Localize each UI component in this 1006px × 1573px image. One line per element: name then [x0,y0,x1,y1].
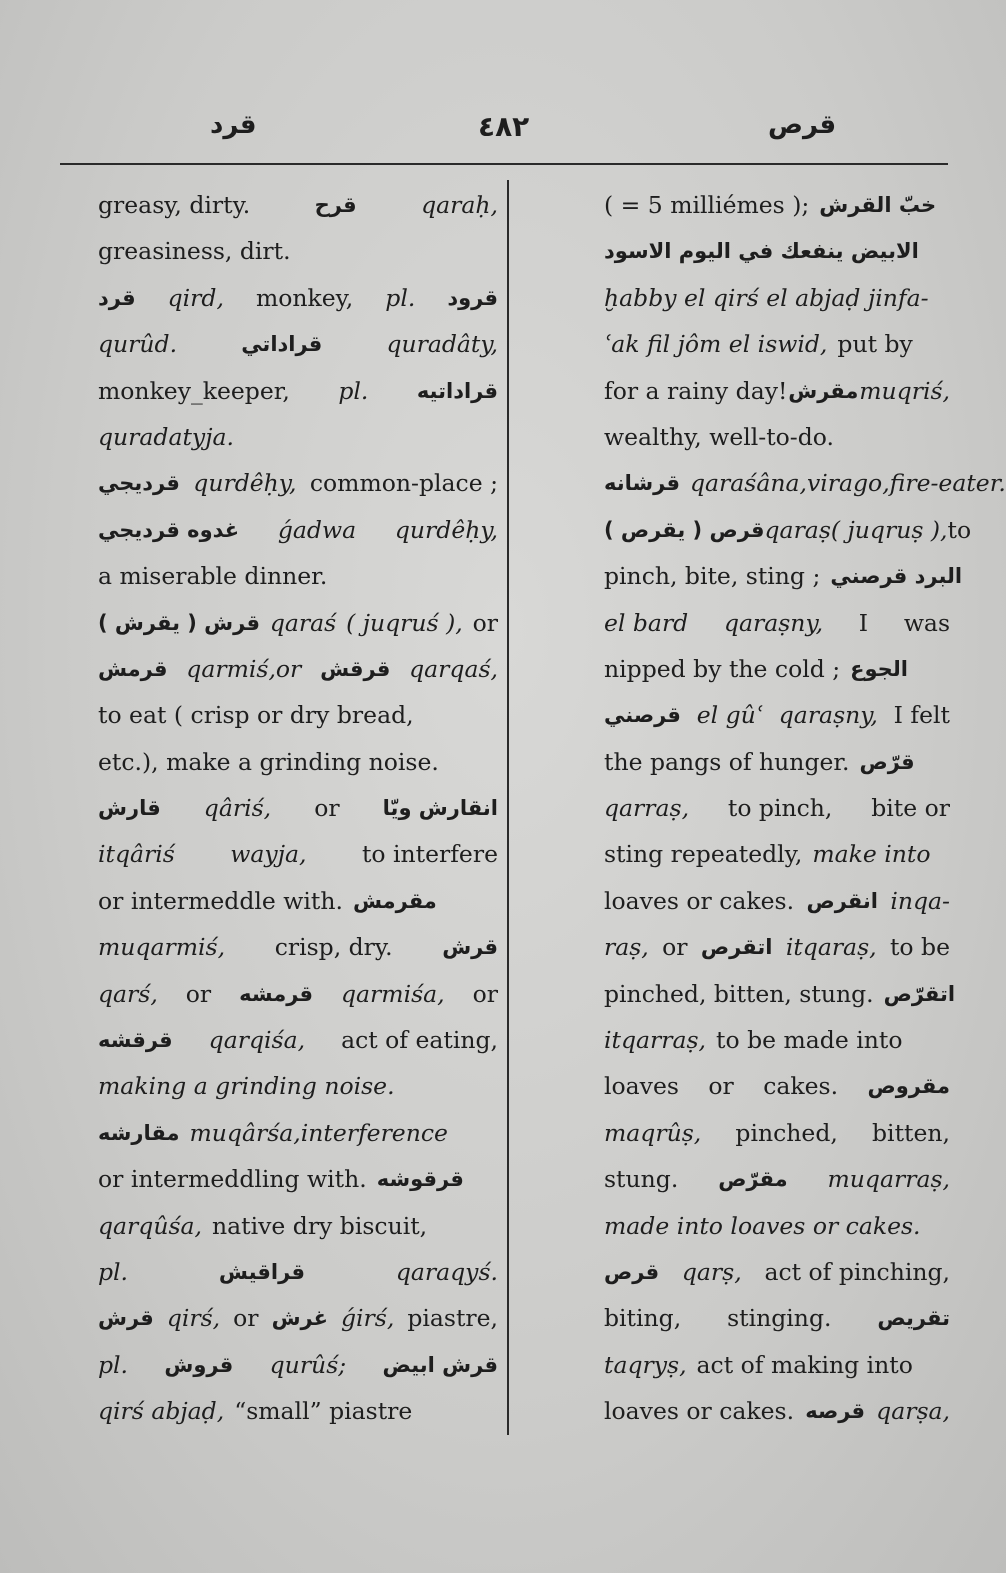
arabic-word: قرقش [320,656,391,681]
entry-line [98,460,498,506]
gloss-text: piastre, [407,1304,498,1333]
transliteration: maqrûṣ, [604,1118,702,1147]
gloss-text: stinging. [727,1304,832,1333]
entry-line [604,414,950,460]
gloss-text: a miserable dinner. [98,562,328,591]
gloss-text: pinch, bite, sting ; [604,562,821,591]
gloss-text: or [708,1072,734,1101]
entry-line [98,971,498,1017]
entry-line [98,1203,498,1249]
gloss-text: loaves or cakes. [604,1397,795,1426]
gloss-text: loaves or cakes. [604,886,795,915]
arabic-word: خبّ القرش [819,193,937,217]
header-left-word: قرد [210,110,257,140]
transliteration: qaraṣny, [723,608,824,637]
transliteration: ǵirś, [340,1304,395,1333]
arabic-word: قرمشه [239,981,314,1006]
gloss-text: native dry biscuit, [212,1211,428,1240]
arabic-word: قرص ( يقرص ) [604,517,765,542]
entry-line [98,692,498,738]
entry-line [98,1156,498,1202]
arabic-word: قرش ابيض [382,1352,498,1377]
gloss-text: common-place ; [309,469,498,498]
arabic-word: انقرص [806,888,878,913]
arabic-word: قراداتي [241,332,323,357]
arabic-word: قرمش [98,656,168,681]
arabic-word: اتقرّص [883,981,956,1006]
entry-line [98,321,498,367]
entry-line [98,553,498,599]
transliteration: ǵadwa [277,515,357,544]
entry-line [604,507,972,553]
transliteration: qarqûśa, [98,1211,203,1240]
entry-line [604,1388,950,1434]
entry-line [98,182,498,228]
entry-line [98,1063,498,1109]
gloss-text: put by [837,330,913,359]
transliteration: qarś, [98,979,158,1008]
entry-line [604,831,950,877]
gloss-text: act of eating, [341,1026,498,1055]
transliteration: ( juqruṣ ), [830,515,948,544]
entry-line [604,1110,950,1156]
gloss-text: to pinch, [727,794,833,823]
entry-line [604,275,950,321]
page-header [0,100,1000,150]
gloss-text: or [233,1304,259,1333]
transliteration: quradâty, [386,330,498,359]
entry-line [604,1063,950,1109]
transliteration: muqarraṣ, [827,1165,950,1194]
transliteration: muqarmiś, [98,933,226,962]
entry-line [98,739,498,785]
transliteration: qaraqyś. [395,1257,498,1286]
transliteration: itqarraṣ, [604,1026,707,1055]
transliteration: made into loaves or cakes. [604,1211,921,1240]
column-divider [507,180,509,1435]
transliteration: pl. [98,1350,129,1379]
entry-line [604,182,950,228]
arabic-word: مقارشه [98,1120,180,1145]
transliteration: ḫabby el qirś el abjaḍ jinfa- [604,283,929,312]
gloss-text: pinched, bitten, stung. [604,979,874,1008]
entry-line [604,1203,950,1249]
transliteration: qirś abjaḍ, [98,1397,225,1426]
gloss-text: bitten, [872,1118,950,1147]
transliteration: qaraṣ [764,515,831,544]
arabic-word: البرد قرصني [830,564,963,589]
gloss-text: act of making into [696,1350,913,1379]
gloss-text: pinched, [735,1118,838,1147]
gloss-text: I [858,608,869,637]
gloss-text: the pangs of hunger. [604,747,850,776]
gloss-text: monkey, [255,283,354,312]
transliteration: qarṣa, [876,1397,950,1426]
gloss-text: or intermeddling with. [98,1165,367,1194]
transliteration: qarmiś,or [186,654,302,683]
header-rule [60,163,948,165]
transliteration: qurûd. [98,330,178,359]
gloss-text: or [472,608,498,637]
entry-line [604,646,950,692]
entry-line [604,971,956,1017]
entry-line [604,1156,950,1202]
gloss-text: or intermeddle with. [98,886,343,915]
entry-line [98,275,498,321]
arabic-word: قرش [442,935,498,960]
transliteration: pl. [98,1257,129,1286]
gloss-text: greasiness, dirt. [98,237,291,266]
gloss-text: act of pinching, [764,1257,950,1286]
transliteration: qurdêḥy, [394,515,498,544]
transliteration: ʿak fil jôm el iswid, [604,330,828,359]
entry-line [98,646,498,692]
arabic-word: قرديجي [98,471,180,496]
arabic-word: الجوع [850,656,908,681]
entry-line [98,507,498,553]
entry-line [98,878,498,924]
entry-line [98,1249,498,1295]
entry-line [98,414,498,460]
arabic-word: قرود [447,285,498,310]
entry-line [98,924,498,970]
entry-line [604,739,950,785]
transliteration: qaraṣny, [778,701,878,730]
gloss-text: or [185,979,212,1008]
page-number: ٤٨٢ [478,110,530,143]
arabic-word: انقارش ويّا [382,796,498,821]
transliteration: qird, [167,283,224,312]
gloss-text: nipped by the cold ; [604,654,841,683]
arabic-word: قرصه [805,1399,866,1424]
transliteration: pl. [338,376,369,405]
gloss-text: etc.), make a grinding noise. [98,747,439,776]
transliteration: itqâriś [98,840,175,869]
arabic-word: قرّص [859,749,915,774]
transliteration: make into [812,840,931,869]
gloss-text: bite or [871,794,950,823]
entry-line [604,878,950,924]
entry-line [604,924,950,970]
arabic-word: مقروص [867,1074,950,1099]
gloss-text: or [314,794,340,823]
transliteration: el gûʿ [696,701,763,730]
arabic-word: قرد [98,285,136,310]
arabic-word: مقرش [788,378,859,403]
right-column [604,182,1006,1435]
entry-line [604,460,1006,506]
gloss-text: “small” piastre [234,1397,413,1426]
gloss-text: crisp, dry. [274,933,393,962]
entry-line [98,1295,498,1341]
entry-line [98,831,498,877]
transliteration: quradatyja. [98,422,234,451]
transliteration: pl. [385,283,416,312]
gloss-text: greasy, dirty. [98,191,251,219]
transliteration: ( juqruś ), [346,608,463,637]
arabic-word: الابيض ينفعك في اليوم الاسود [604,239,919,264]
gloss-text: was [903,608,950,637]
entry-line [604,321,950,367]
entry-line [98,1017,498,1063]
entry-line [604,692,950,738]
arabic-word: قرش [98,1306,154,1331]
transliteration: muqârśa,interference [189,1118,448,1147]
transliteration: el bard [604,608,689,637]
transliteration: qaraḥ, [421,191,498,219]
transliteration: qaraś [269,608,337,637]
transliteration: muqriś, [859,376,950,405]
entry-line [604,228,950,274]
entry-line [604,1295,950,1341]
entry-line [604,368,950,414]
left-column [98,182,498,1435]
gloss-text: loaves [604,1072,679,1101]
entry-line [604,553,963,599]
arabic-word: قرصني [604,703,681,728]
transliteration: making a grinding noise. [98,1072,395,1101]
transliteration: inqa- [890,886,950,915]
transliteration: qaraśâna,virago,fire-eater. [689,469,1006,498]
arabic-word: اتقرص [700,935,773,960]
arabic-word: قراقيش [218,1259,305,1284]
gloss-text: stung. [604,1165,679,1194]
arabic-word: قرش ( يقرش ) [98,610,260,635]
transliteration: qirś, [166,1304,221,1333]
transliteration: qarqaś, [409,654,498,683]
gloss-text: or [662,933,688,962]
arabic-word: قرح [314,193,357,217]
transliteration: qarqiśa, [208,1026,306,1055]
gloss-text: I felt [893,701,950,730]
transliteration: qâriś, [203,794,272,823]
transliteration: qurûś; [269,1350,347,1379]
transliteration: qarṣ, [681,1257,742,1286]
gloss-text: for a rainy day! [604,376,788,405]
entry-line [98,1342,498,1388]
gloss-text: wealthy, well-to-do. [604,422,834,451]
entry-line [98,600,498,646]
gloss-text: monkey_keeper, [98,376,290,405]
entry-line [604,600,950,646]
arabic-word: مقرّص [718,1167,788,1192]
arabic-word: غرش [271,1306,328,1331]
arabic-word: قرص [604,1259,660,1284]
arabic-word: قرقوشه [376,1167,464,1192]
gloss-text: to interfere [361,840,498,869]
header-right-word: قرص [768,110,837,140]
transliteration: qarmiśa, [341,979,445,1008]
transliteration: qurdêḥy, [193,469,297,498]
entry-line [98,228,498,274]
arabic-word: غدوه قرديجي [98,517,240,542]
arabic-word: قرقشه [98,1028,173,1053]
gloss-text: biting, [604,1304,682,1333]
entry-line [98,785,498,831]
gloss-text: to be made into [716,1026,903,1055]
entry-line [604,1249,950,1295]
entry-line [98,1110,498,1156]
arabic-word: قروش [164,1352,234,1377]
entry-line [604,1342,950,1388]
transliteration: raṣ, [604,933,649,962]
entry-line [98,368,498,414]
transliteration: taqryṣ, [604,1350,687,1379]
gloss-text: ( = 5 milliémes ); [604,191,810,219]
gloss-text: sting repeatedly, [604,840,803,869]
gloss-text: cakes. [763,1072,839,1101]
transliteration: wayja, [230,840,307,869]
entry-line [98,1388,498,1434]
arabic-word: قرشانه [604,471,680,496]
gloss-text: or [472,979,498,1008]
entry-line [604,1017,950,1063]
entry-line [604,785,950,831]
arabic-word: قارش [98,796,161,821]
arabic-word: قراداتيه [416,378,498,403]
gloss-text: to be [889,933,950,962]
gloss-text: to [947,515,972,544]
arabic-word: تقريص [877,1306,950,1331]
transliteration: itqaraṣ, [785,933,877,962]
gloss-text: to eat ( crisp or dry bread, [98,701,414,730]
transliteration: qarraṣ, [604,794,690,823]
arabic-word: مقرمش [352,888,437,913]
